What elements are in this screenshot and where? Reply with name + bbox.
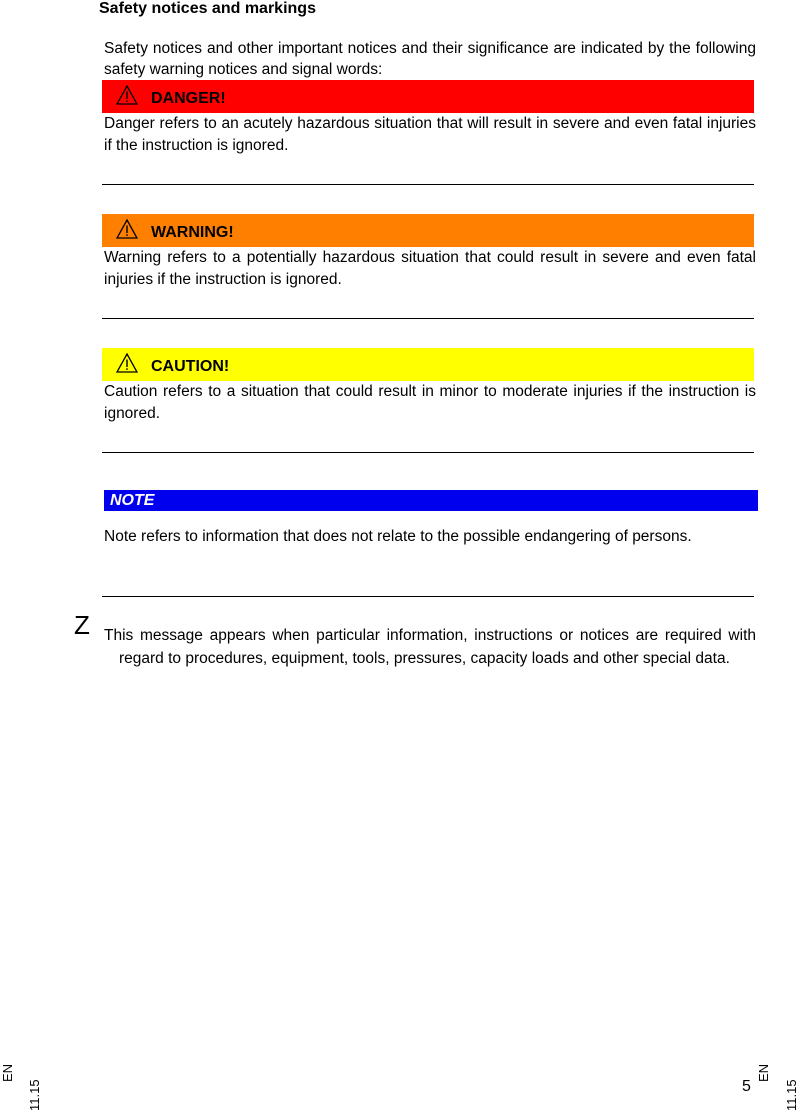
warning-triangle-icon xyxy=(116,85,138,105)
danger-description: Danger refers to an acutely hazardous situation that will result in severe and even fatal injuries if the instruction is ignored. xyxy=(104,115,756,154)
margin-date-right: 11.15 xyxy=(784,1079,799,1111)
page-number: 5 xyxy=(742,1078,751,1095)
warning-triangle-icon xyxy=(116,219,138,239)
caution-description: Caution refers to a situation that could result in minor to moderate injuries if the instruction is ignored. xyxy=(104,383,756,422)
section-title: Safety notices and markings xyxy=(99,0,316,17)
margin-date-left: 11.15 xyxy=(27,1079,42,1111)
divider xyxy=(102,452,754,453)
intro-paragraph: Safety notices and other important notices and their significance are indicated by the following safety warning notices and signal words: xyxy=(104,40,756,78)
warning-label: WARNING! xyxy=(151,224,234,241)
warning-description: Warning refers to a potentially hazardous situation that could result in severe and even fatal injuries if the instruction is ignored. xyxy=(104,249,756,288)
divider xyxy=(102,184,754,185)
warning-triangle-icon xyxy=(116,353,138,373)
caution-banner xyxy=(102,348,754,381)
warning-banner xyxy=(102,214,754,247)
margin-language-right: EN xyxy=(756,1063,771,1082)
info-notice-text: This message appears when particular information, instructions or notices are required with regard to procedures, equipment, tools, pressures, capacity loads and other special data. xyxy=(104,627,756,667)
danger-banner xyxy=(102,80,754,113)
caution-label: CAUTION! xyxy=(151,358,230,375)
note-label: NOTE xyxy=(110,492,155,509)
margin-language-left: EN xyxy=(0,1063,15,1082)
danger-label: DANGER! xyxy=(151,90,226,107)
divider xyxy=(102,318,754,319)
divider xyxy=(102,596,754,597)
note-banner xyxy=(104,490,758,511)
info-symbol-icon: Z xyxy=(74,610,90,640)
note-description: Note refers to information that does not relate to the possible endangering of persons. xyxy=(104,528,692,545)
